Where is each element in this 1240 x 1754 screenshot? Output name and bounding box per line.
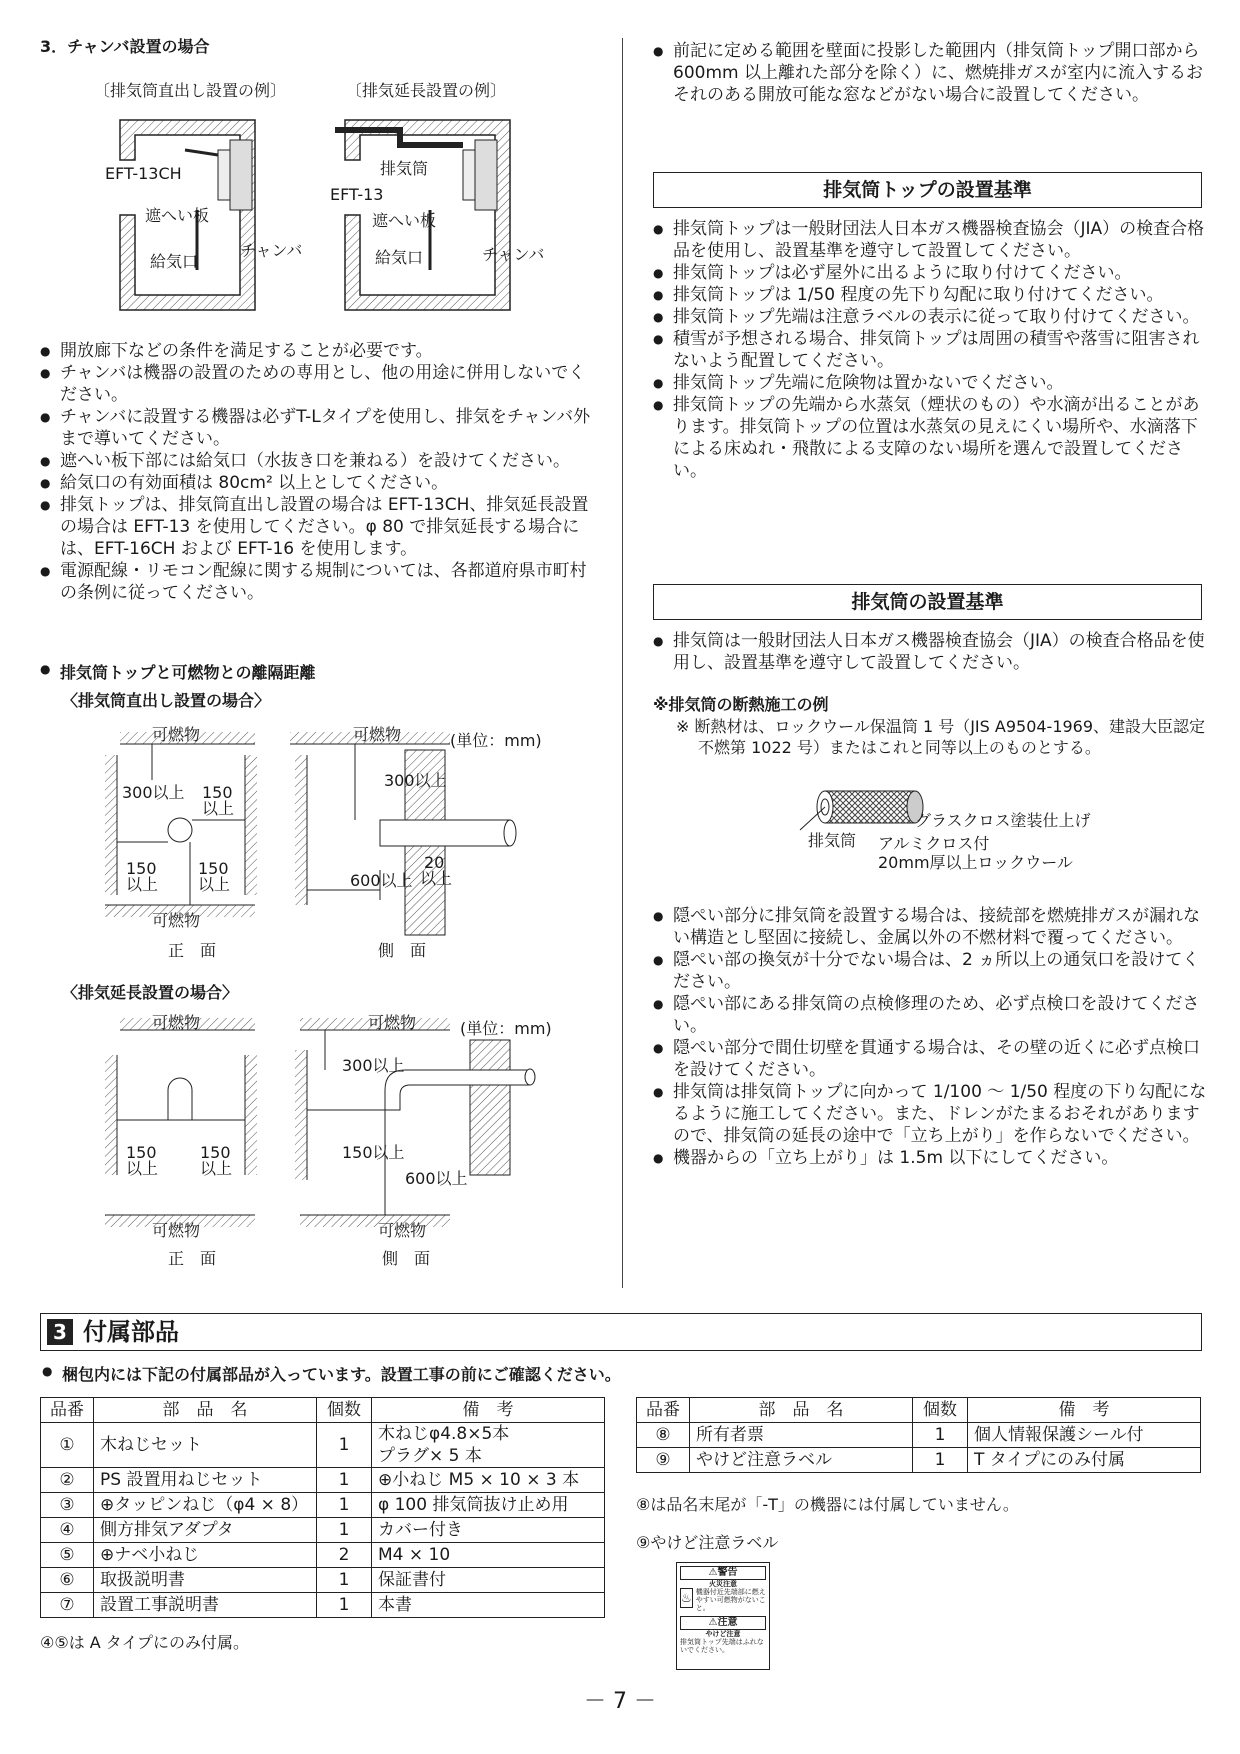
- cell-note: T タイプにのみ付属: [968, 1448, 1201, 1473]
- table-row: [41, 1568, 605, 1593]
- dim-150-top-right: 150: [202, 783, 233, 802]
- cell-qty: 1: [317, 1493, 372, 1518]
- fig2-pipe-label: 排気筒: [380, 159, 429, 178]
- list-item: ● 排気筒は一般財団法人日本ガス機器検査協会（JIA）の検査合格品を使用し、設置基準を遵守して設置してください。: [653, 630, 1208, 674]
- list-item: ● チャンバに設置する機器は必ずT-Lタイプを使用し、排気をチャンバ外まで導いてください。: [40, 406, 602, 450]
- dim-300-front1: 300以上: [122, 783, 185, 802]
- cell-name: ⊕タッピンねじ（φ4 × 8）: [94, 1493, 317, 1518]
- fig1-chamber-label: チャンバ: [240, 241, 303, 260]
- pipe-standard-title: 排気筒の設置基準: [653, 584, 1202, 620]
- case1-title: 〈排気筒直出し設置の場合〉: [62, 691, 271, 710]
- top-standard-bullets: [653, 218, 1208, 482]
- fig1-plate-label: 遮へい板: [145, 206, 210, 225]
- chamber-bullets: [40, 340, 602, 604]
- cell-no: ②: [41, 1468, 94, 1493]
- cell-qty: 2: [317, 1543, 372, 1568]
- table-row: [41, 1543, 605, 1568]
- cell-name: ⊕ナベ小ねじ: [94, 1543, 317, 1568]
- list-item: ● 排気筒トップは必ず屋外に出るように取り付けてください。: [653, 262, 1208, 284]
- insul-pipe-label: 排気筒: [808, 831, 857, 850]
- combustible-top-front1: 可燃物: [152, 725, 201, 744]
- dim-150-bottom-right-b: 以上: [198, 875, 231, 894]
- list-item: ● 排気トップは、排気筒直出し設置の場合は EFT-13CH、排気延長設置の場合は EFT-13 を使用してください。φ 80 で排気延長する場合には、EFT-16CH および EFT-16 を使用します。: [40, 494, 602, 560]
- cell-no: ⑧: [637, 1423, 690, 1448]
- combustible-bottom-front1: 可燃物: [152, 911, 201, 930]
- table-row: [41, 1518, 605, 1543]
- cell-note: φ 100 排気筒抜け止め用: [372, 1493, 605, 1518]
- col-header-name: 部 品 名: [94, 1398, 317, 1423]
- cell-no: ⑥: [41, 1568, 94, 1593]
- cell-qty: 1: [913, 1448, 968, 1473]
- chamber-heading: 3．チャンバ設置の場合: [40, 37, 210, 56]
- case2-title: 〈排気延長設置の場合〉: [62, 983, 239, 1002]
- table-row: [41, 1493, 605, 1518]
- list-item: ● 排気筒トップの先端から水蒸気（煙状のもの）や水滴が出ることがあります。排気筒トップの位置は水蒸気の見えにくい場所や、水滴落下による床ぬれ・飛散による支障のない場所を選んで設置してください。: [653, 394, 1208, 482]
- section3-title: 付属部品: [83, 1318, 179, 1346]
- cell-note: 保証書付: [372, 1568, 605, 1593]
- list-item: ● 機器からの「立ち上がり」は 1.5m 以下にしてください。: [653, 1147, 1208, 1169]
- dim-300-side1: 300以上: [384, 771, 447, 790]
- col-header-name: 部 品 名: [690, 1398, 913, 1423]
- warning-sub: 火災注意: [709, 1580, 737, 1588]
- cell-note: ⊕小ねじ M5 × 10 × 3 本: [372, 1468, 605, 1493]
- case2-diagrams: [90, 1010, 610, 1240]
- cell-no: ③: [41, 1493, 94, 1518]
- cell-no: ④: [41, 1518, 94, 1543]
- fig2-caption: 〔排気延長設置の例〕: [346, 81, 507, 100]
- col-header-qty: 個数: [913, 1398, 968, 1423]
- side-label-2: 側 面: [382, 1249, 431, 1268]
- dim-150-side2: 150以上: [342, 1143, 405, 1162]
- insul-rock-label: 20mm厚以上ロックウール: [878, 853, 1073, 872]
- table-row: [41, 1423, 605, 1468]
- col-header-no: 品番: [41, 1398, 94, 1423]
- parts-table-1: [40, 1397, 605, 1618]
- cell-note-line1: 木ねじφ4.8×5本: [378, 1424, 510, 1444]
- pipe-standard-bullets: [653, 630, 1208, 674]
- list-item: ● 排気筒トップは一般財団法人日本ガス機器検査協会（JIA）の検査合格品を使用し、設置基準を遵守して設置してください。: [653, 218, 1208, 262]
- unit-label-2: (単位：mm): [460, 1019, 552, 1038]
- cell-no: ⑦: [41, 1593, 94, 1618]
- fig2-eft-label: EFT-13: [330, 185, 384, 204]
- table-row: [41, 1593, 605, 1618]
- list-item: ● 隠ぺい部にある排気筒の点検修理のため、必ず点検口を設けてください。: [653, 993, 1208, 1037]
- dim-150-top-right-b: 以上: [202, 799, 235, 818]
- table1-footnote: ④⑤は A タイプにのみ付属。: [40, 1633, 250, 1652]
- fig2-inlet-label: 給気口: [375, 248, 424, 267]
- label-caption: ⑨やけど注意ラベル: [636, 1533, 779, 1552]
- dim-150-bottom-right: 150: [198, 859, 229, 878]
- cell-name: やけど注意ラベル: [690, 1448, 913, 1473]
- burn-caution-label: [676, 1562, 770, 1670]
- dim-150-right2: 150: [200, 1143, 231, 1162]
- dim-600-side1: 600以上: [350, 871, 413, 890]
- fig2-chamber-label: チャンバ: [482, 245, 545, 264]
- list-item: ● 排気筒トップ先端に危険物は置かないでください。: [653, 372, 1208, 394]
- caution-body: 排気筒トップ先端はふれないでください。: [680, 1638, 764, 1654]
- col-header-no: 品番: [637, 1398, 690, 1423]
- table2-footnote: ⑧は品名末尾が「-T」の機器には付属していません。: [636, 1495, 1019, 1514]
- left-column: [40, 34, 600, 100]
- cell-note: 本書: [372, 1593, 605, 1618]
- section3-intro: [42, 1362, 621, 1385]
- cell-note: [372, 1423, 605, 1468]
- section3-intro-text: 梱包内には下記の付属部品が入っています。設置工事の前にご確認ください。: [62, 1365, 621, 1384]
- cell-qty: 1: [317, 1568, 372, 1593]
- list-item: ● 電源配線・リモコン配線に関する規制については、各都道府県市町村の条例に従ってください。: [40, 560, 602, 604]
- dim-150-left2: 150: [126, 1143, 157, 1162]
- list-item: ● 排気筒トップ先端は注意ラベルの表示に従って取り付けてください。: [653, 306, 1208, 328]
- dim-150-bottom-left-b: 以上: [126, 875, 159, 894]
- cell-name: 取扱説明書: [94, 1568, 317, 1593]
- cell-name: 木ねじセット: [94, 1423, 317, 1468]
- col-header-note: 備 考: [968, 1398, 1201, 1423]
- warning-header: ⚠警告: [680, 1566, 766, 1580]
- dim-300-side2: 300以上: [342, 1056, 405, 1075]
- dim-150-right2-b: 以上: [200, 1159, 233, 1178]
- section3-header: [40, 1313, 1202, 1351]
- page-number: － 7 －: [584, 1689, 656, 1714]
- front-label-1: 正 面: [168, 941, 217, 960]
- list-item: ● 隠ぺい部分で間仕切壁を貫通する場合は、その壁の近くに必ず点検口を設けてください。: [653, 1037, 1208, 1081]
- insulation-note: ※ 断熱材は、ロックウール保温筒 1 号（JIS A9504-1969、建設大臣認定不燃第 1022 号）またはこれと同等以上のものとする。: [676, 717, 1206, 757]
- insulation-title: ※排気筒の断熱施工の例: [653, 695, 829, 714]
- fire-icon: ♨: [680, 1588, 693, 1608]
- hidden-part-bullets: [653, 905, 1208, 1169]
- dim-20-side1: 20: [424, 853, 445, 872]
- cell-no: ①: [41, 1423, 94, 1468]
- list-item: ● 給気口の有効面積は 80cm² 以上としてください。: [40, 472, 602, 494]
- table-row: [41, 1468, 605, 1493]
- combustible-top-side2: 可燃物: [368, 1013, 417, 1032]
- cell-note: 個人情報保護シール付: [968, 1423, 1201, 1448]
- fig1-inlet-label: 給気口: [150, 252, 199, 271]
- cell-name: 設置工事説明書: [94, 1593, 317, 1618]
- cell-name: 所有者票: [690, 1423, 913, 1448]
- fig1-eft-label: EFT-13CH: [105, 164, 182, 183]
- cell-name: PS 設置用ねじセット: [94, 1468, 317, 1493]
- top-standard-title: 排気筒トップの設置基準: [653, 172, 1202, 208]
- dim-150-bottom-left: 150: [126, 859, 157, 878]
- list-item: ● チャンバは機器の設置のための専用とし、他の用途に併用しないでください。: [40, 362, 602, 406]
- list-item: ● 前記に定める範囲を壁面に投影した範囲内（排気筒トップ開口部から 600mm 以上離れた部分を除く）に、燃焼排ガスが室内に流入するおそれのある開放可能な窓などがない場合に設置してください。: [653, 40, 1208, 106]
- parts-table-2: [636, 1397, 1201, 1473]
- dim-20-side1-b: 以上: [420, 869, 453, 888]
- unit-label-1: (単位：mm): [450, 731, 542, 750]
- cell-no: ⑤: [41, 1543, 94, 1568]
- cell-qty: 1: [317, 1423, 372, 1468]
- front-label-2: 正 面: [168, 1249, 217, 1268]
- insul-alumi-label: アルミクロス付: [878, 834, 990, 853]
- cell-name: 側方排気アダプタ: [94, 1518, 317, 1543]
- combustible-top-front2: 可燃物: [152, 1013, 201, 1032]
- list-item: ● 隠ぺい部の換気が十分でない場合は、2 ヵ所以上の通気口を設けてください。: [653, 949, 1208, 993]
- list-item: ● 積雪が予想される場合、排気筒トップは周囲の積雪や落雪に阻害されないよう配置してください。: [653, 328, 1208, 372]
- table-row: [637, 1423, 1201, 1448]
- warning-body: 機器付近先端部に燃えやすい可燃物がないこと。: [695, 1588, 766, 1612]
- list-item: ● 遮へい板下部には給気口（水抜き口を兼ねる）を設けてください。: [40, 450, 602, 472]
- cell-no: ⑨: [637, 1448, 690, 1473]
- combustible-bottom-front2: 可燃物: [152, 1221, 201, 1240]
- insul-glass-label: グラスクロス塗装仕上げ: [915, 811, 1091, 830]
- combustible-top-side1: 可燃物: [353, 725, 402, 744]
- caution-sub: やけど注意: [705, 1630, 741, 1638]
- fig2-plate-label: 遮へい板: [372, 211, 437, 230]
- cell-note: M4 × 10: [372, 1543, 605, 1568]
- col-header-note: 備 考: [372, 1398, 605, 1423]
- distance-title: [40, 660, 316, 683]
- list-item: ● 排気筒トップは 1/50 程度の先下り勾配に取り付けてください。: [653, 284, 1208, 306]
- intro-bullets: [653, 40, 1208, 106]
- cell-qty: 1: [317, 1518, 372, 1543]
- bullet-icon: ●: [40, 662, 51, 676]
- insulation-figure: [795, 785, 935, 835]
- warning-body-row: [680, 1588, 766, 1612]
- section3-number: 3: [47, 1319, 73, 1345]
- caution-header: ⚠注意: [680, 1616, 766, 1630]
- cell-qty: 1: [317, 1468, 372, 1493]
- distance-title-text: 排気筒トップと可燃物との離隔距離: [60, 663, 316, 682]
- col-header-qty: 個数: [317, 1398, 372, 1423]
- side-label-1: 側 面: [378, 941, 427, 960]
- cell-note-line2: プラグ× 5 本: [378, 1446, 482, 1466]
- bullet-icon: ●: [42, 1364, 53, 1378]
- list-item: ● 排気筒は排気筒トップに向かって 1/100 ～ 1/50 程度の下り勾配になるように施工してください。また、ドレンがたまるおそれがありますので、排気筒の延長の途中で「立ち上がり」を作らないでください。: [653, 1081, 1208, 1147]
- dim-150-left2-b: 以上: [126, 1159, 159, 1178]
- cell-note: カバー付き: [372, 1518, 605, 1543]
- list-item: ● 隠ぺい部分に排気筒を設置する場合は、接続部を燃焼排ガスが漏れない構造とし堅固に接続し、金属以外の不燃材料で覆ってください。: [653, 905, 1208, 949]
- fig1-caption: 〔排気筒直出し設置の例〕: [94, 81, 287, 100]
- cell-qty: 1: [317, 1593, 372, 1618]
- dim-600-side2: 600以上: [405, 1169, 468, 1188]
- cell-qty: 1: [913, 1423, 968, 1448]
- column-divider: [622, 38, 623, 1288]
- table-row: [637, 1448, 1201, 1473]
- list-item: ● 開放廊下などの条件を満足することが必要です。: [40, 340, 602, 362]
- combustible-bottom-side2: 可燃物: [378, 1221, 427, 1240]
